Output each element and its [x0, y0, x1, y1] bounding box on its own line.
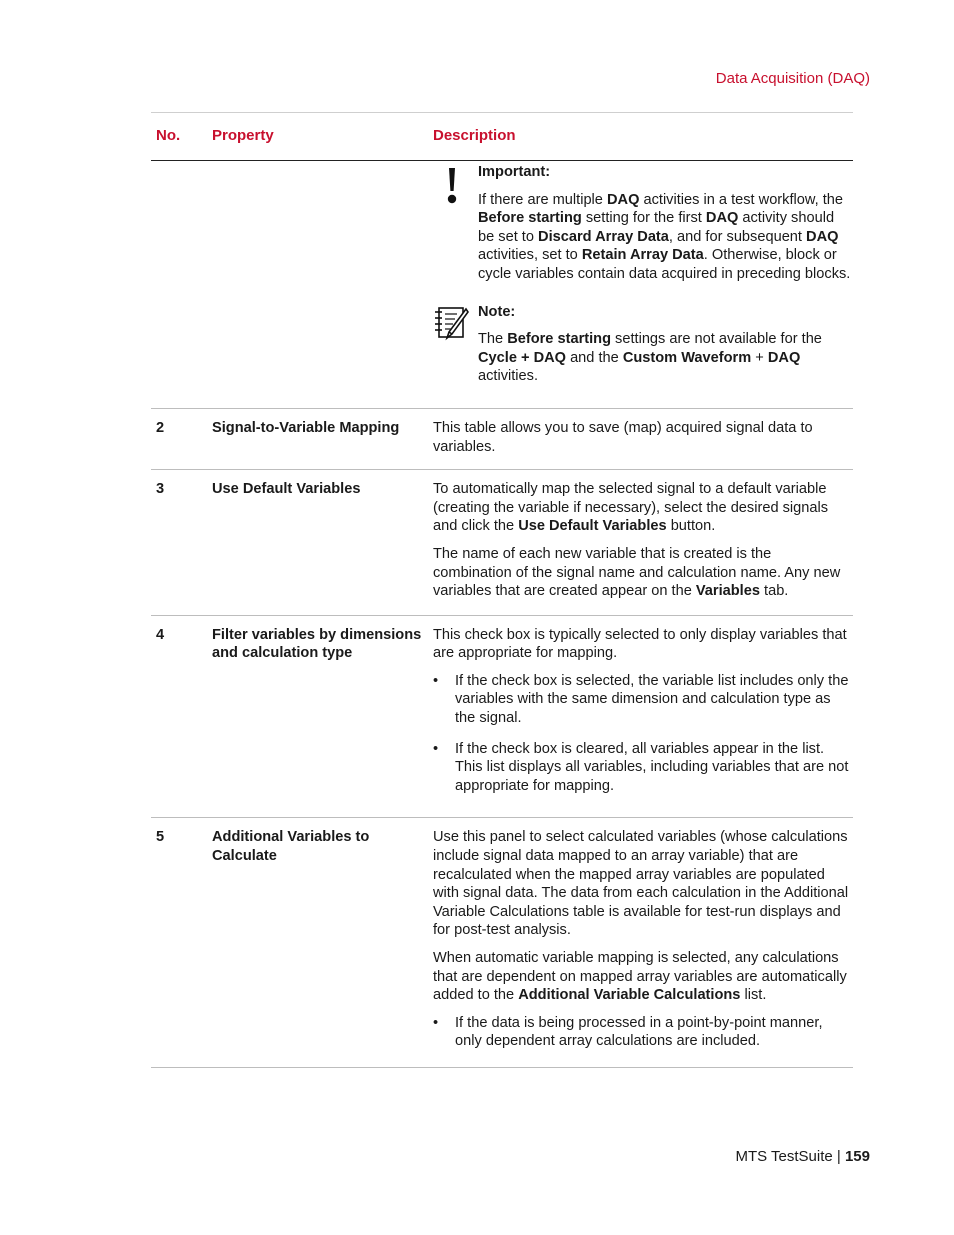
row-number: 4 [156, 626, 165, 643]
important-title: Important: [478, 164, 551, 180]
row-number: 5 [156, 829, 165, 846]
important-callout [433, 163, 853, 284]
description-paragraph: Use this panel to select calculated variables (whose calculations include signal data mapped to an array variable) that are recalculated when the mapped array variables are populated with signal data. The data from each calculation in the Additional Variable Calculations table is available for test-run displays and for post-test analysis. [433, 829, 849, 939]
row-property: Use Default Variables [212, 481, 361, 498]
row-description [433, 828, 853, 1051]
description-paragraph: To automatically map the selected signal to a default variable (creating the variable if necessary), select the desired signals and click the Use Default Variables button. [433, 481, 829, 535]
bullet-item: • If the check box is cleared, all variables appear in the list. This list displays all variables, including variables that are not appropriate for mapping. [433, 740, 849, 794]
table-row [151, 818, 853, 1068]
bullet-marker: • [433, 672, 439, 689]
property-table [151, 112, 853, 1068]
description-paragraph: When automatic variable mapping is selected, any calculations that are dependent on mapped array variables are automatically added to the Additional Variable Calculations list. [433, 950, 847, 1004]
table-header [151, 112, 853, 161]
row-description [433, 419, 853, 456]
row-number: 3 [156, 481, 165, 498]
table-row [151, 470, 853, 616]
footer-separator: | [836, 1148, 841, 1165]
description-paragraph: The name of each new variable that is created is the combination of the signal name and calculation name. Any new variables that are created appear on the Variables tab. [433, 545, 841, 600]
row-property: Filter variables by dimensions and calculation type [212, 626, 422, 662]
page-number: 159 [844, 1148, 870, 1165]
note-pencil-icon [433, 305, 469, 347]
description-paragraph: This table allows you to save (map) acquired signal data to variables. [433, 419, 813, 455]
bullet-marker: • [433, 740, 439, 757]
bullet-item: • If the check box is selected, the variable list includes only the variables with the same dimension and calculation type as the signal. [433, 672, 849, 727]
description-paragraph: This check box is typically selected to only display variables that are appropriate for mapping. [433, 626, 847, 662]
table-row [151, 409, 853, 470]
row-description [433, 626, 853, 796]
note-title: Note: [478, 303, 516, 320]
exclamation-icon [447, 168, 457, 210]
note-text: The Before starting settings are not available for the Cycle + DAQ and the Custom Waveform + DAQ activities. [478, 331, 822, 385]
bullet-item: • If the data is being processed in a point-by-point manner, only dependent array calculations are included. [433, 1014, 823, 1050]
footer-product: MTS TestSuite [735, 1148, 833, 1165]
row-number: 2 [156, 419, 165, 436]
column-header-property: Property [212, 127, 274, 144]
page-footer [735, 1148, 870, 1167]
column-header-description: Description [433, 127, 516, 144]
row-property: Additional Variables to Calculate [212, 829, 370, 865]
table-row-continued [151, 161, 853, 409]
important-text: If there are multiple DAQ activities in a test workflow, the Before starting setting for the first DAQ activity should be set to Discard Array Data, and for subsequent DAQ activities, set to Retain Array Data. Otherwise, block or cycle variables contain data acquired in preceding blocks. [478, 191, 851, 282]
column-header-no: No. [156, 127, 181, 144]
row-property: Signal-to-Variable Mapping [212, 419, 400, 436]
row-description [433, 480, 853, 601]
running-head: Data Acquisition (DAQ) [715, 70, 870, 87]
note-callout [433, 303, 853, 386]
table-row [151, 616, 853, 819]
bullet-marker: • [433, 1014, 439, 1031]
